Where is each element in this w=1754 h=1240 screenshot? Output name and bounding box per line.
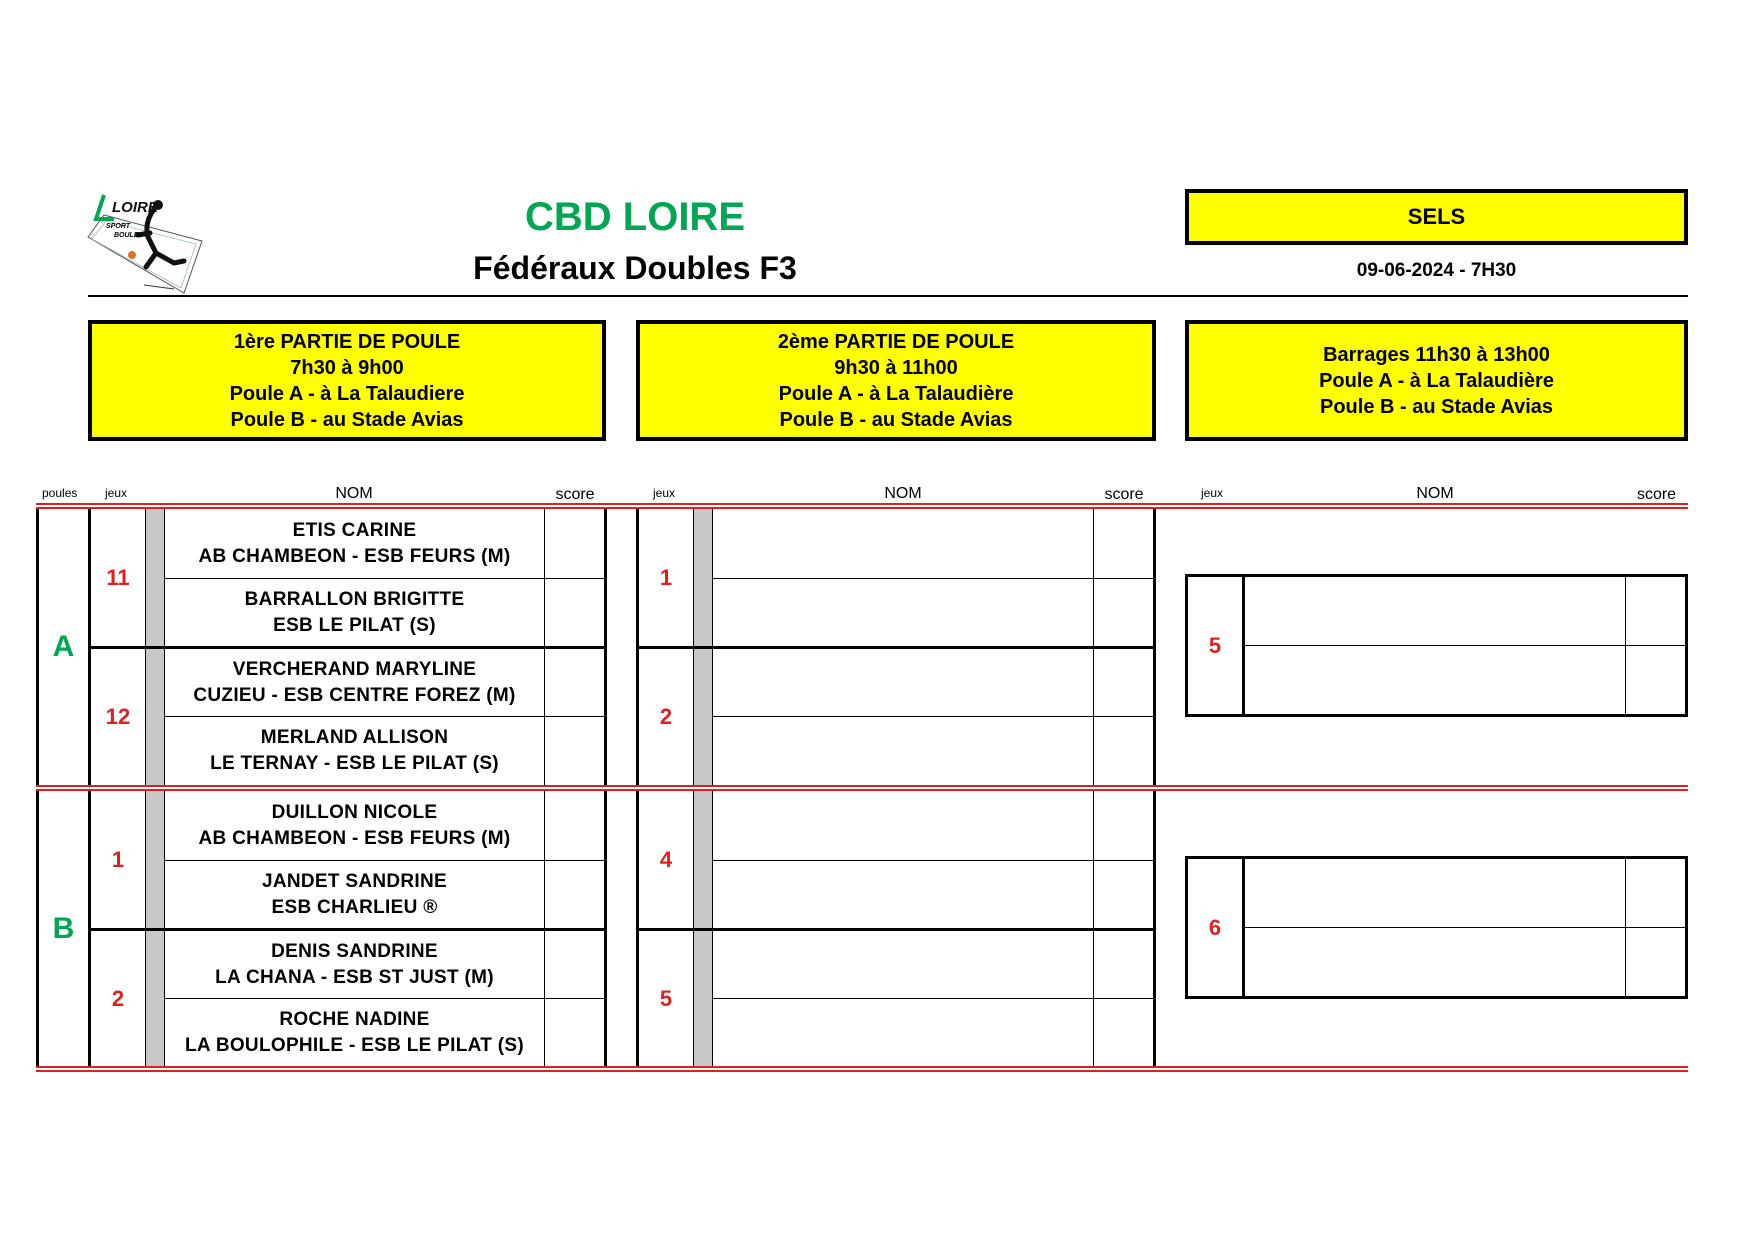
border — [636, 928, 1156, 931]
player-entry — [165, 509, 544, 578]
border — [712, 578, 1153, 579]
col-score-header-2: score — [1104, 486, 1144, 503]
border — [1245, 927, 1685, 928]
player-entry — [165, 717, 544, 785]
player-entry — [165, 791, 544, 860]
col-nom-header-1: NOM — [335, 485, 373, 502]
col-score-header-1: score — [555, 486, 595, 503]
col-nom-header-3: NOM — [1416, 485, 1454, 502]
session-1-line-1: 1ère PARTIE DE POULE — [233, 330, 461, 353]
player-name: DUILLON NICOLE — [271, 801, 438, 823]
session-2-line-1: 2ème PARTIE DE POULE — [777, 330, 1015, 353]
player-entry — [165, 649, 544, 716]
border — [1245, 645, 1685, 646]
col-nom-header-2: NOM — [884, 485, 922, 502]
session-3-line-2: Poule A - à La Talaudière — [1319, 369, 1554, 392]
player-entry — [165, 931, 544, 998]
player-club: AB CHAMBEON - ESB FEURS (M) — [198, 827, 511, 849]
game-number: 1 — [659, 564, 673, 590]
border — [712, 860, 1153, 861]
player-name: JANDET SANDRINE — [261, 870, 448, 892]
poule-label: A — [52, 630, 75, 663]
location-box: SELS — [1185, 189, 1688, 245]
page-subtitle: Fédéraux Doubles F3 — [473, 249, 797, 286]
session-3-line-3: Poule B - au Stade Avias — [1319, 395, 1554, 418]
player-name: MERLAND ALLISON — [260, 727, 449, 748]
session-2-line-2: 9h30 à 11h00 — [834, 356, 958, 379]
session-2-line-3: Poule A - à La Talaudière — [778, 382, 1014, 405]
game-number: 2 — [659, 704, 673, 729]
player-club: LE TERNAY - ESB LE PILAT (S) — [210, 753, 499, 774]
game-number: 1 — [111, 846, 125, 872]
session-3-line-1: Barrages 11h30 à 13h00 — [1323, 343, 1550, 366]
player-club: CUZIEU - ESB CENTRE FOREZ (M) — [193, 684, 516, 706]
game-number: 4 — [659, 846, 673, 872]
border — [712, 998, 1153, 999]
game-number: 11 — [106, 564, 130, 590]
player-name: BARRALLON BRIGITTE — [244, 588, 465, 610]
poule-label: B — [52, 911, 75, 945]
player-club: LA CHANA - ESB ST JUST (M) — [215, 966, 494, 988]
player-club: ESB LE PILAT (S) — [273, 614, 436, 636]
border — [636, 646, 1156, 649]
header-rule — [88, 295, 1688, 297]
page-title: CBD LOIRE — [525, 194, 745, 239]
game-number: 12 — [105, 704, 131, 729]
player-club: LA BOULOPHILE - ESB LE PILAT (S) — [185, 1034, 524, 1056]
game-number: 5 — [659, 985, 673, 1011]
event-date: 09-06-2024 - 7H30 — [1356, 260, 1517, 281]
session-box-2 — [636, 320, 1156, 441]
logo-sub1: SPORT — [106, 223, 130, 230]
game-number: 5 — [1208, 632, 1222, 658]
player-club: AB CHAMBEON - ESB FEURS (M) — [198, 545, 511, 567]
player-name: ETIS CARINE — [292, 519, 417, 541]
col-poules-header: poules — [42, 486, 78, 500]
session-box-1 — [88, 320, 606, 441]
player-entry — [165, 579, 544, 646]
col-jeux-header-1: jeux — [105, 486, 128, 500]
game-number: 2 — [111, 985, 125, 1011]
player-entry — [165, 999, 544, 1066]
border — [712, 716, 1153, 717]
player-entry — [165, 861, 544, 928]
logo-brand: LOIRE — [112, 199, 158, 216]
player-name: VERCHERAND MARYLINE — [232, 658, 477, 680]
player-club: ESB CHARLIEU ® — [271, 896, 438, 918]
session-1-line-4: Poule B - au Stade Avias — [230, 408, 464, 431]
player-name: ROCHE NADINE — [279, 1008, 430, 1030]
session-1-line-2: 7h30 à 9h00 — [290, 356, 404, 379]
player-name: DENIS SANDRINE — [271, 940, 438, 962]
game-number: 6 — [1208, 914, 1222, 940]
col-score-header-3: score — [1636, 486, 1677, 503]
logo-sub2: BOULES — [114, 232, 144, 239]
col-jeux-header-3: jeux — [1201, 486, 1224, 500]
session-1-line-3: Poule A - à La Talaudiere — [229, 382, 465, 405]
session-2-line-4: Poule B - au Stade Avias — [779, 408, 1013, 431]
col-jeux-header-2: jeux — [653, 486, 676, 500]
red-rule-bottom — [36, 1066, 1688, 1072]
session-box-3 — [1185, 320, 1688, 441]
club-logo — [84, 193, 204, 295]
